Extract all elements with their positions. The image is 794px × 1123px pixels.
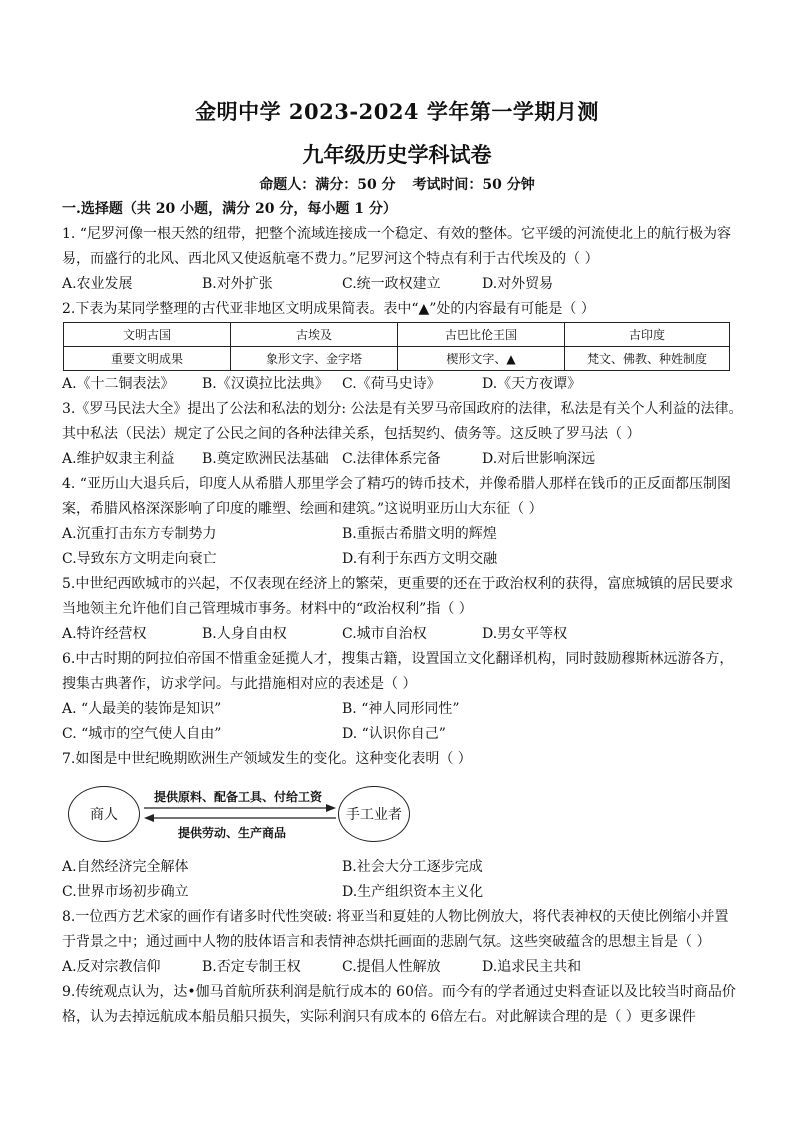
q5-line1: 5.中世纪西欧城市的兴起，不仅表现在经济上的繁荣，更重要的还在于政治权利的获得，富庶城镇的居民要求 <box>62 576 734 592</box>
exam-time: 考试时间：50 分钟 <box>412 177 535 193</box>
q8-option-b: B.否定专制王权 <box>202 959 301 975</box>
table-cell: 梵文、佛教、种姓制度 <box>565 347 730 371</box>
table-cell: 古印度 <box>565 323 730 347</box>
q7-line1: 7.如图是中世纪晚期欧洲生产领域发生的变化。这种变化表明（ ） <box>62 751 472 767</box>
q3-line2: 其中私法（民法）规定了公民之间的各种法律关系，包括契约、债务等。这反映了罗马法（ ） <box>62 426 641 442</box>
q5-option-d: D.男女平等权 <box>482 626 568 642</box>
table-cell: 古埃及 <box>231 323 398 347</box>
top-arrow-label: 提供原料、配备工具、付给工资 <box>154 790 323 804</box>
q8-option-a: A.反对宗教信仰 <box>62 959 161 975</box>
q6-line2: 搜集古典著作，访求学问。与此措施相对应的表述是（ ） <box>62 676 417 692</box>
q7-option-b: B.社会大分工逐步完成 <box>342 859 483 875</box>
q8-line2: 于背景之中；通过画中人物的肢体语言和表情神态烘托画面的悲剧气氛。这些突破蕴含的思想主旨是（ ） <box>62 934 711 950</box>
table-cell: 文明古国 <box>64 323 231 347</box>
q5-option-c: C.城市自治权 <box>342 626 427 642</box>
q7-option-c: C.世界市场初步确立 <box>62 884 189 900</box>
q6-line1: 6.中古时期的阿拉伯帝国不惜重金延揽人才，搜集古籍，设置国立文化翻译机构，同时鼓励穆斯林远游各方， <box>62 651 734 667</box>
table-cell: 象形文字、金字塔 <box>231 347 398 371</box>
q6-option-c: C. “城市的空气使人自由” <box>62 726 222 742</box>
q9-line1: 9.传统观点认为，达•伽马首航所获利润是航行成本的 60倍。而今有的学者通过史料查证以及比较当时商品价 <box>62 984 736 1000</box>
q4-option-b: B.重振古希腊文明的辉煌 <box>342 526 497 542</box>
q4-line1: 4. “亚历山大退兵后，印度人从希腊人那里学会了精巧的铸币技术，并像希腊人那样在钱币的正反面都压制图 <box>62 476 731 492</box>
q3-option-a: A.维护奴隶主利益 <box>62 451 175 467</box>
q8-option-c: C.提倡人性解放 <box>342 959 441 975</box>
q2-option-d: D.《天方夜谭》 <box>482 376 582 392</box>
q1-option-c: C.统一政权建立 <box>342 276 441 292</box>
exam-subtitle: 九年级历史学科试卷 <box>302 142 492 167</box>
q2-option-a: A.《十二铜表法》 <box>62 376 175 392</box>
q9-line2: 格，认为去掉远航成本船员船只损失，实际利润只有成本的 6倍左右。对此解读合理的是（ ）更多课件 <box>62 1009 696 1025</box>
table-cell: 重要文明成果 <box>64 347 231 371</box>
production-diagram <box>68 778 408 848</box>
q2-option-b: B.《汉谟拉比法典》 <box>202 376 329 392</box>
q4-option-c: C.导致东方文明走向衰亡 <box>62 551 217 567</box>
q6-option-a: A. “人最美的装饰是知识” <box>62 701 222 717</box>
exam-meta <box>0 174 794 194</box>
q7-option-d: D.生产组织资本主义化 <box>342 884 484 900</box>
setter-score: 命题人：满分：50 分 <box>259 177 396 193</box>
section-heading: 一.选择题（共 20 小题，满分 20 分，每小题 1 分） <box>62 201 397 217</box>
table-cell: 楔形文字、▲ <box>398 347 565 371</box>
q8-line1: 8.一位西方艺术家的画作有诸多时代性突破: 将亚当和夏娃的人物比例放大，将代表神权的天使比例缩小并置 <box>62 909 729 925</box>
q1-line1: 1. “尼罗河像一根天然的纽带，把整个流域连接成一个稳定、有效的整体。它平缓的河流使北上的航行极为容 <box>62 226 731 242</box>
q6-option-d: D. “认识你自己” <box>342 726 446 742</box>
artisan-node: 手工业者 <box>338 786 410 842</box>
q1-line2: 易，而盛行的北风、西北风又使返航毫不费力。”尼罗河这个特点有利于古代埃及的（ ） <box>62 251 599 267</box>
q1-option-b: B.对外扩张 <box>202 276 273 292</box>
q4-option-a: A.沉重打击东方专制势力 <box>62 526 217 542</box>
q5-option-b: B.人身自由权 <box>202 626 287 642</box>
table-cell: 古巴比伦王国 <box>398 323 565 347</box>
arrow-left-head <box>144 814 154 822</box>
q1-option-d: D.对外贸易 <box>482 276 554 292</box>
q2-line1: 2.下表为某同学整理的古代亚非地区文明成果简表。表中“▲”处的内容最有可能是（ ） <box>62 301 595 317</box>
table-row <box>64 347 730 371</box>
q8-option-d: D.追求民主共和 <box>482 959 582 975</box>
arrow-right-head <box>326 804 336 812</box>
q4-option-d: D.有利于东西方文明交融 <box>342 551 498 567</box>
merchant-node: 商人 <box>68 786 140 842</box>
q6-option-b: B. “神人同形同性” <box>342 701 460 717</box>
q2-option-c: C.《荷马史诗》 <box>342 376 441 392</box>
q5-line2: 当地领主允许他们自己管理城市事务。材料中的“政治权利”指（ ） <box>62 601 473 617</box>
q3-option-d: D.对后世影响深远 <box>482 451 596 467</box>
q7-option-a: A.自然经济完全解体 <box>62 859 189 875</box>
q3-line1: 3.《罗马民法大全》提出了公法和私法的划分: 公法是有关罗马帝国政府的法律，私法是有关个人利益的法律。 <box>62 401 743 417</box>
q5-option-a: A.特许经营权 <box>62 626 147 642</box>
q3-option-b: B.奠定欧洲民法基础 <box>202 451 329 467</box>
q4-line2: 案，希腊风格深深影响了印度的雕塑、绘画和建筑。”这说明亚历山大东征（ ） <box>62 501 543 517</box>
q3-option-c: C.法律体系完备 <box>342 451 441 467</box>
civilization-table <box>63 322 730 371</box>
q1-option-a: A.农业发展 <box>62 276 133 292</box>
bottom-arrow-label: 提供劳动、生产商品 <box>178 826 287 840</box>
exam-title: 金明中学 2023-2024 学年第一学期月测 <box>195 99 599 124</box>
table-header-row <box>64 323 730 347</box>
